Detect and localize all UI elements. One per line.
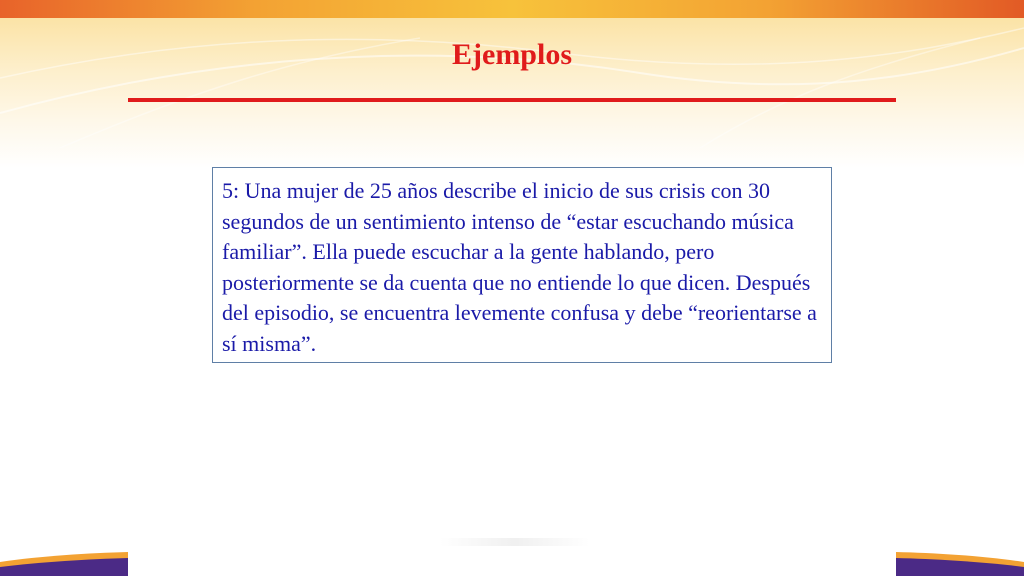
example-text-box [212, 167, 832, 363]
example-text: 5: Una mujer de 25 años describe el inicio de sus crisis con 30 segundos de un sentimiento intenso de “estar escuchando música familiar”. Ella puede escuchar a la gente hablando, pero posteriormente se da cuenta que no entiende lo que dicen. Después del episodio, se encuentra levemente confusa y debe “reorientarse a sí misma”. [222, 178, 817, 356]
bottom-right-accent [896, 550, 1024, 576]
title-underline [128, 98, 896, 102]
slide-title: Ejemplos [452, 38, 572, 71]
bottom-left-accent [0, 550, 128, 576]
bottom-center-reflection [440, 538, 590, 546]
top-accent-stripe [0, 0, 1024, 18]
